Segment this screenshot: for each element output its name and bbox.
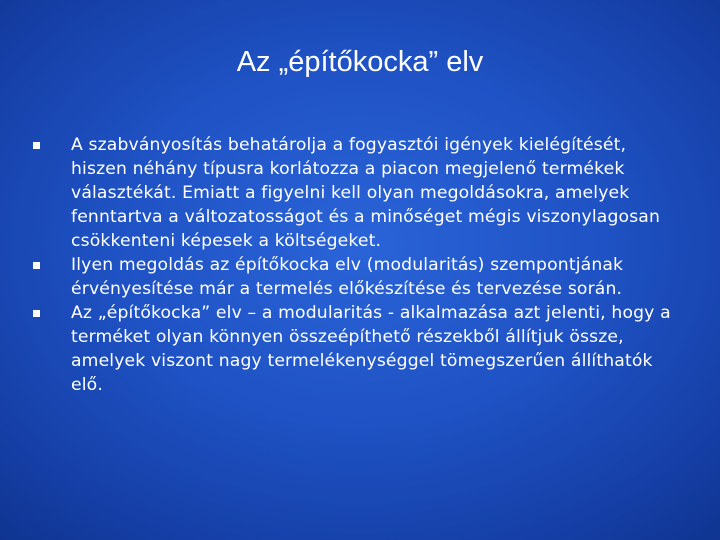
bullet-item (33, 133, 683, 253)
square-bullet-icon (33, 262, 40, 269)
bullet-item (33, 253, 683, 301)
bullet-list (33, 133, 683, 397)
square-bullet-icon (33, 310, 40, 317)
slide-title: Az „építőkocka” elv (236, 46, 484, 78)
bullet-text: Az „építőkocka” elv – a modularitás - alkalmazása azt jelenti, hogy a terméket olyan könnyen összeépíthető részekből állítjuk össze, amelyek viszont nagy termelékenységgel tömegszerűen állíthatók elő. (71, 303, 671, 395)
square-bullet-icon (33, 142, 40, 149)
bullet-text: Ilyen megoldás az építőkocka elv (modularitás) szempontjának érvényesítése már a termelés előkészítése és tervezése során. (71, 255, 624, 299)
bullet-item (33, 301, 683, 397)
bullet-text: A szabványosítás behatárolja a fogyasztói igények kielégítését, hiszen néhány típusra korlátozza a piacon megjelenő termékek választékát. Emiatt a figyelni kell olyan megoldásokra, amelyek fenntartva a változatosságot és a minőséget mégis viszonylagosan csökkenteni képesek a költségeket. (71, 135, 661, 251)
